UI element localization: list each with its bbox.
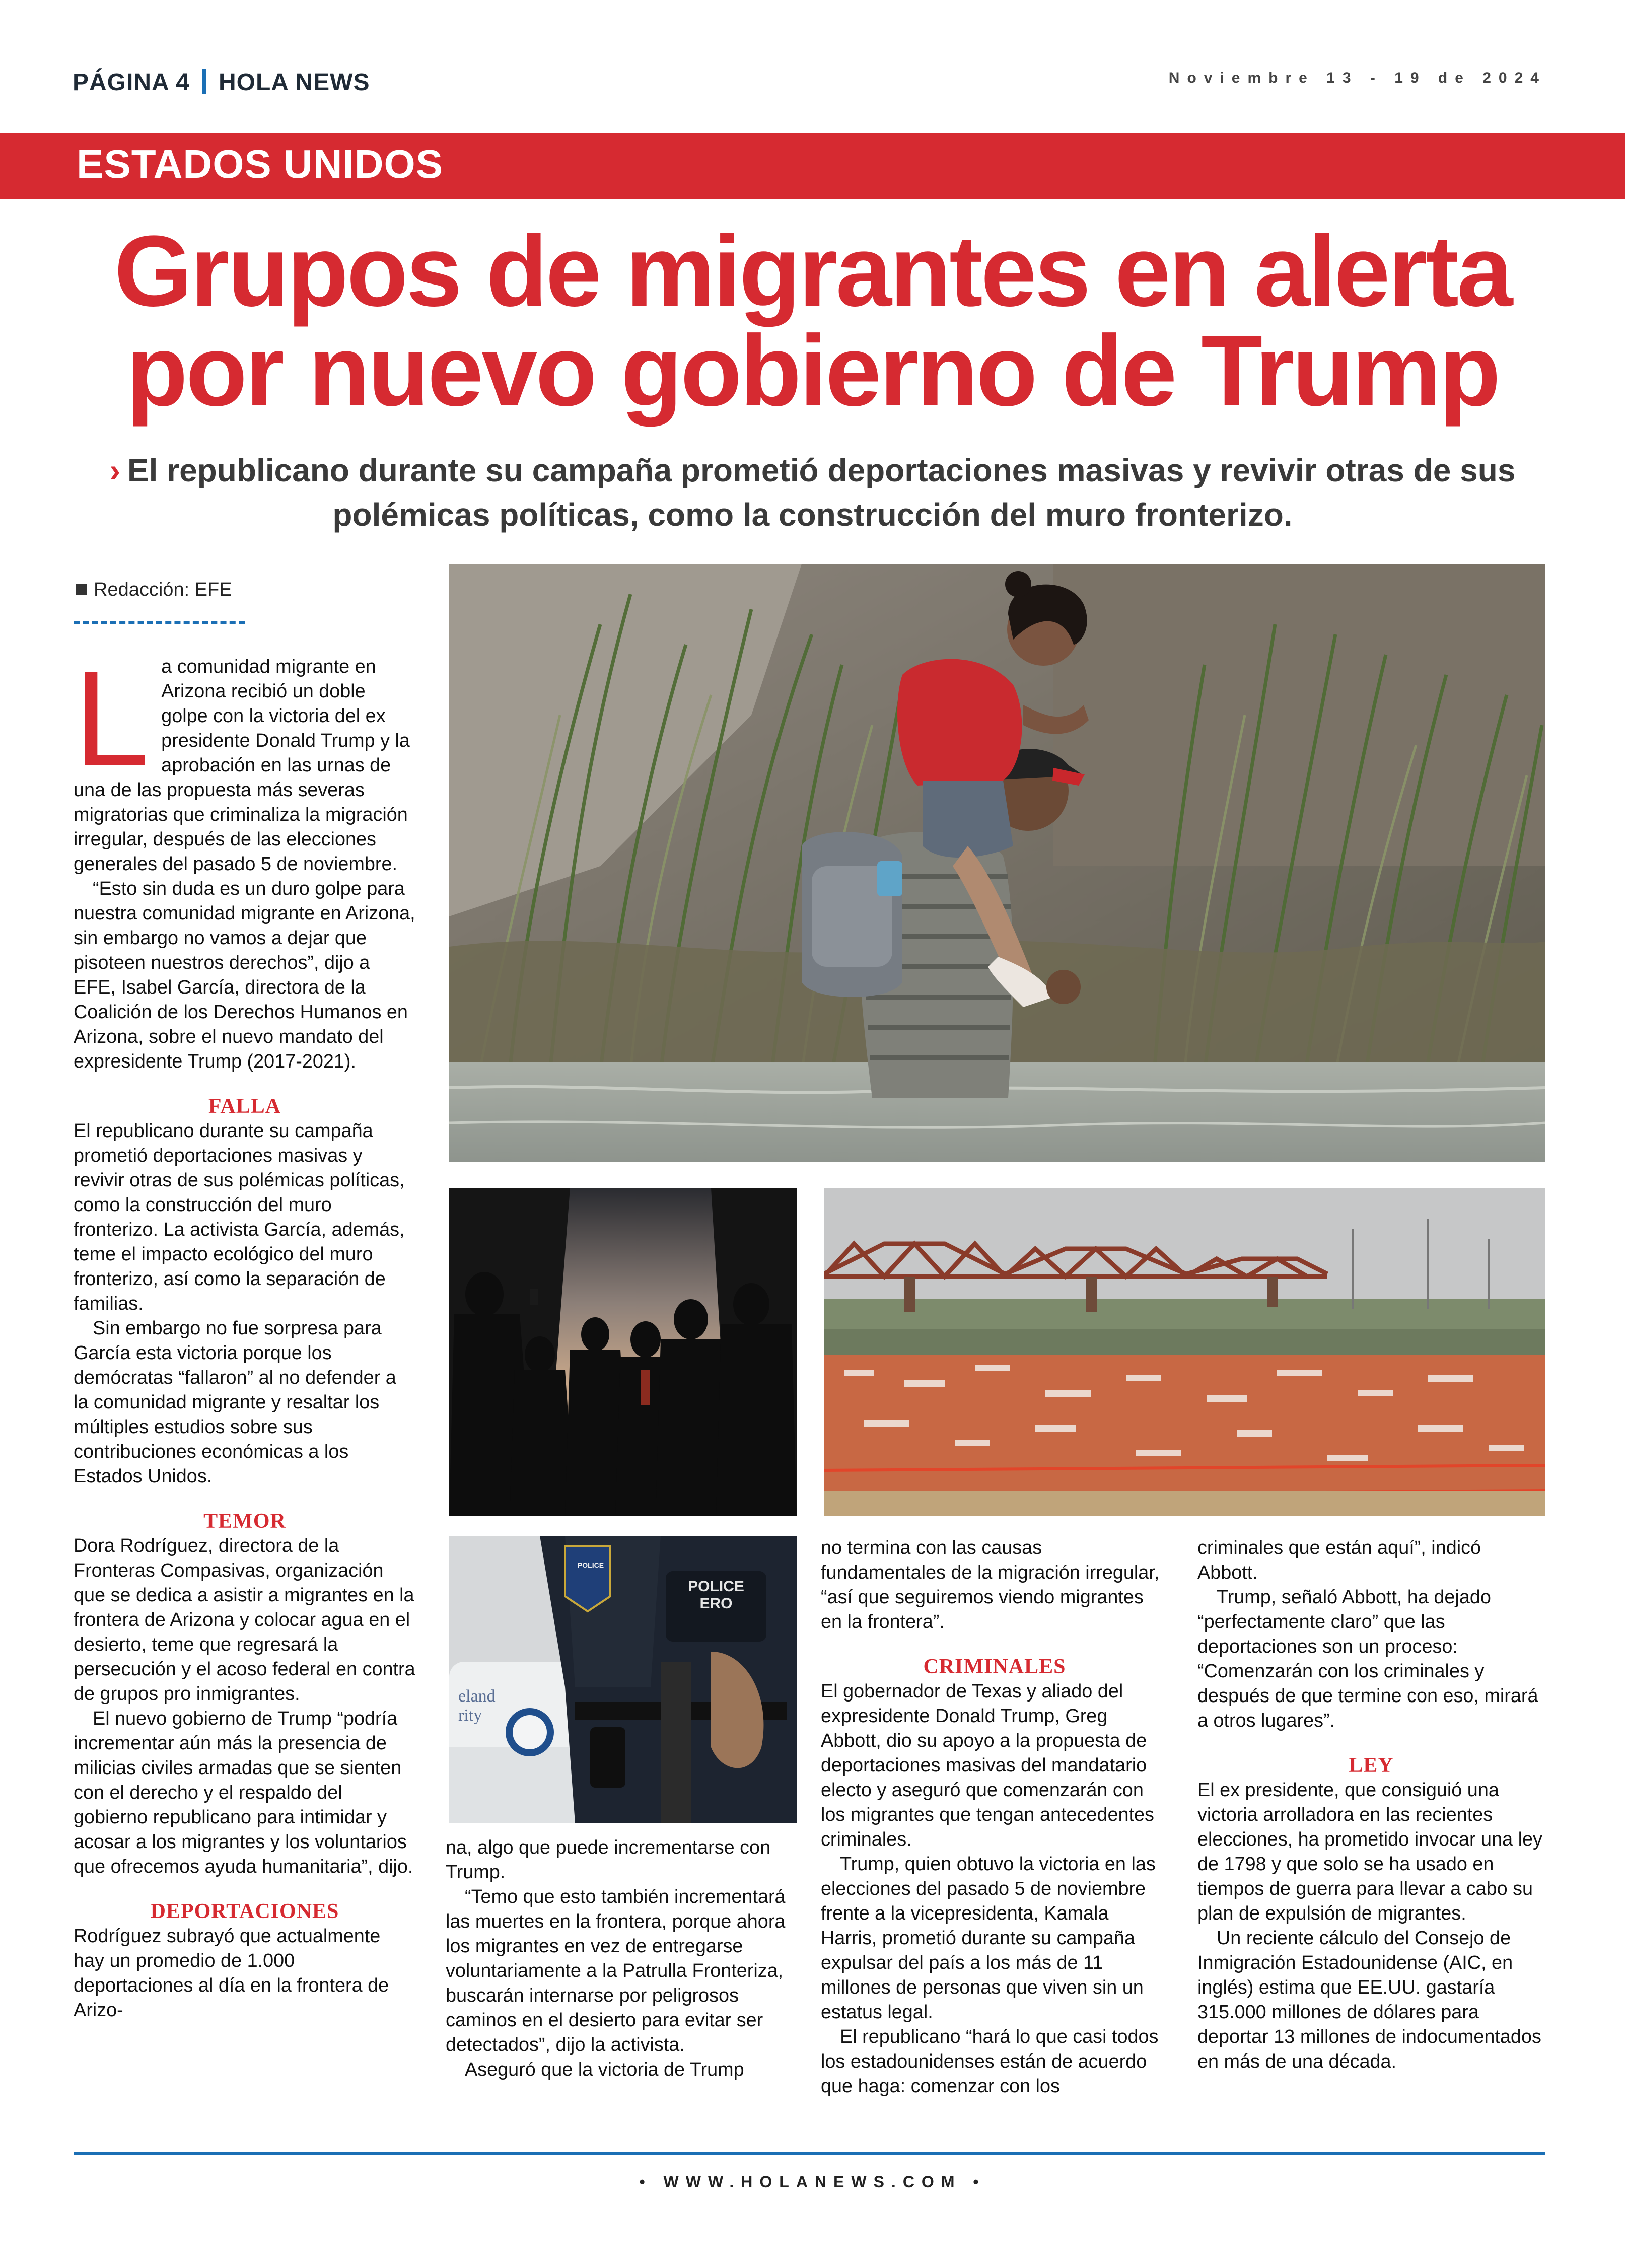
publication-name: HOLA NEWS <box>218 69 370 96</box>
van-text <box>458 1687 496 1725</box>
silhouettes-illustration <box>449 1188 797 1516</box>
paragraph <box>74 643 416 877</box>
paragraph: criminales que están aquí”, indicó Abbott. <box>1197 1537 1481 1583</box>
paragraph: Trump, señaló Abbott, ha dejado “perfectamente claro” que las deportaciones son un proceso: “Comenzarán con los criminales y después de que termine con eso, mirará a otros lugares”. <box>1197 1587 1538 1731</box>
subhead-deportaciones: DEPORTACIONES <box>150 1900 339 1923</box>
article-column-4 <box>1197 1536 1545 2074</box>
drop-cap: L <box>74 643 150 795</box>
paragraph: El republicano durante su campaña prometió deportaciones masivas y revivir otras de sus polémicas políticas, como la construcción del muro fronterizo. La activista García, además, teme el impacto ecológico del muro fronterizo, así como la separación de familias. <box>74 1120 405 1314</box>
byline <box>76 579 232 601</box>
patch-police-text: POLICE <box>577 1561 604 1569</box>
article-column-3 <box>821 1536 1168 2099</box>
paragraph: Dora Rodríguez, directora de la Fronteras Compasivas, organización que se dedica a asistir a migrantes en la frontera de Arizona y colocar agua en el desierto, teme que regresará la persecución y el acoso federal en contra de grupos pro inmigrantes. <box>74 1535 415 1705</box>
paragraph: na, algo que puede incrementarse con Trump. <box>446 1837 771 1883</box>
byline-text: Redacción: EFE <box>94 579 232 600</box>
subhead-ley: LEY <box>1349 1754 1394 1777</box>
paragraph: Un reciente cálculo del Consejo de Inmigración Estadounidense (AIC, en inglés) estima que EE.UU. gastaría 315.000 millones de dólares para deportar 13 millones de indocumentados en más de una década. <box>1197 1928 1541 2072</box>
page-number-label: PÁGINA 4 <box>73 69 190 96</box>
headline <box>0 215 1625 427</box>
subhead-temor: TEMOR <box>203 1510 286 1533</box>
vest-police-text: POLICE <box>688 1578 744 1595</box>
paragraph: Aseguró que la victoria de Trump <box>465 2059 744 2080</box>
camp-illustration <box>824 1188 1545 1516</box>
paragraph: Rodríguez subrayó que actualmente hay un promedio de 1.000 deportaciones al día en la frontera de Arizo- <box>74 1926 389 2021</box>
byline-rule <box>74 621 245 624</box>
section-label: ESTADOS UNIDOS <box>77 141 444 186</box>
photo-border-camp-bridge <box>824 1188 1545 1516</box>
paragraph: Sin embargo no fue sorpresa para García esta victoria porque los demócratas “fallaron” al no defender a la comunidad migrante y resaltar los múltiples estudios sobre sus contribuciones económicas a los Estados Unidos. <box>74 1318 396 1487</box>
paragraph: El nuevo gobierno de Trump “podría incrementar aún más la presencia de milicias civiles armadas que se sienten con el derecho y el respaldo del gobierno republicano para intimidar y acosar a los migrantes y los voluntarios que ofrecemos ayuda humanitaria”, dijo. <box>74 1708 413 1877</box>
paragraph: “Esto sin duda es un duro golpe para nuestra comunidad migrante en Arizona, sin embargo no vamos a dejar que pisoteen nuestros derechos”, dijo a EFE, Isabel García, directora de la Coalición de los Derechos Humanos en Arizona, sobre el nuevo mandato del expresidente Trump (2017-2021). <box>74 878 415 1072</box>
article-column-2 <box>446 1835 788 2082</box>
paragraph: El ex presidente, que consiguió una victoria arrolladora en las recientes elecciones, ha prometido invocar una ley de 1798 y que solo se ha usado en tiempos de guerra para llevar a cabo su plan de expulsión de migrantes. <box>1197 1780 1542 1924</box>
main-photo-river-crossing <box>449 564 1545 1162</box>
deck <box>81 448 1544 537</box>
headline-line-1: Grupos de migrantes en alerta <box>114 215 1511 327</box>
paragraph: El gobernador de Texas y aliado del expresidente Donald Trump, Greg Abbott, dio su apoyo a la propuesta de deportaciones masivas del mandatario electo y aseguró que comenzarán con los migrantes que tengan antecedentes criminales. <box>821 1681 1154 1850</box>
deck-arrow-icon: › <box>109 452 120 488</box>
photo-ice-agent <box>449 1536 797 1823</box>
paragraph: no termina con las causas fundamentales de la migración irregular, “así que seguiremos viendo migrantes en la frontera”. <box>821 1537 1160 1633</box>
headline-line-2: por nuevo gobierno de Trump <box>126 315 1499 427</box>
footer-url: • WWW.HOLANEWS.COM • <box>639 2173 986 2191</box>
vest-label <box>676 1578 756 1612</box>
article-column-1 <box>74 643 416 2023</box>
deck-text: El republicano durante su campaña prometió deportaciones masivas y revivir otras de sus polémicas políticas, como la construcción del muro fronterizo. <box>127 452 1516 533</box>
paragraph: Trump, quien obtuvo la victoria en las elecciones del pasado 5 de noviembre frente a la vicepresidenta, Kamala Harris, prometió durante su campaña expulsar del país a los más de 11 millones de personas que viven sin un estatus legal. <box>821 1854 1156 2023</box>
van-text-line-1: eland <box>458 1687 496 1706</box>
subhead-criminales: CRIMINALES <box>923 1655 1066 1678</box>
subhead-falla: FALLA <box>208 1095 281 1118</box>
header-separator <box>202 69 206 94</box>
photo-silhouettes-dusk <box>449 1188 797 1516</box>
vest-ero-text: ERO <box>699 1595 733 1612</box>
river-crossing-illustration <box>449 564 1545 1162</box>
footer-rule <box>74 2152 1545 2155</box>
byline-square-icon <box>76 584 87 595</box>
paragraph-text: a comunidad migrante en Arizona recibió un doble golpe con la victoria del ex presidente Donald Trump y la aprobación en las urnas de una de las propuesta más severas migratorias que criminaliza la migración irregular, después de las elecciones generales del pasado 5 de noviembre. <box>74 656 410 875</box>
page-number <box>73 68 370 96</box>
van-text-line-2: rity <box>458 1706 482 1725</box>
paragraph: “Temo que esto también incrementará las muertes en la frontera, porque ahora los migrantes en vez de entregarse voluntariamente a la Patrulla Fronteriza, buscarán internarse por peligrosos caminos en el desierto para evitar ser detectados”, dijo la activista. <box>446 1886 786 2056</box>
issue-date: Noviembre 13 - 19 de 2024 <box>1168 69 1546 86</box>
paragraph: El republicano “hará lo que casi todos los estadounidenses están de acuerdo que haga: comenzar con los <box>821 2026 1159 2097</box>
